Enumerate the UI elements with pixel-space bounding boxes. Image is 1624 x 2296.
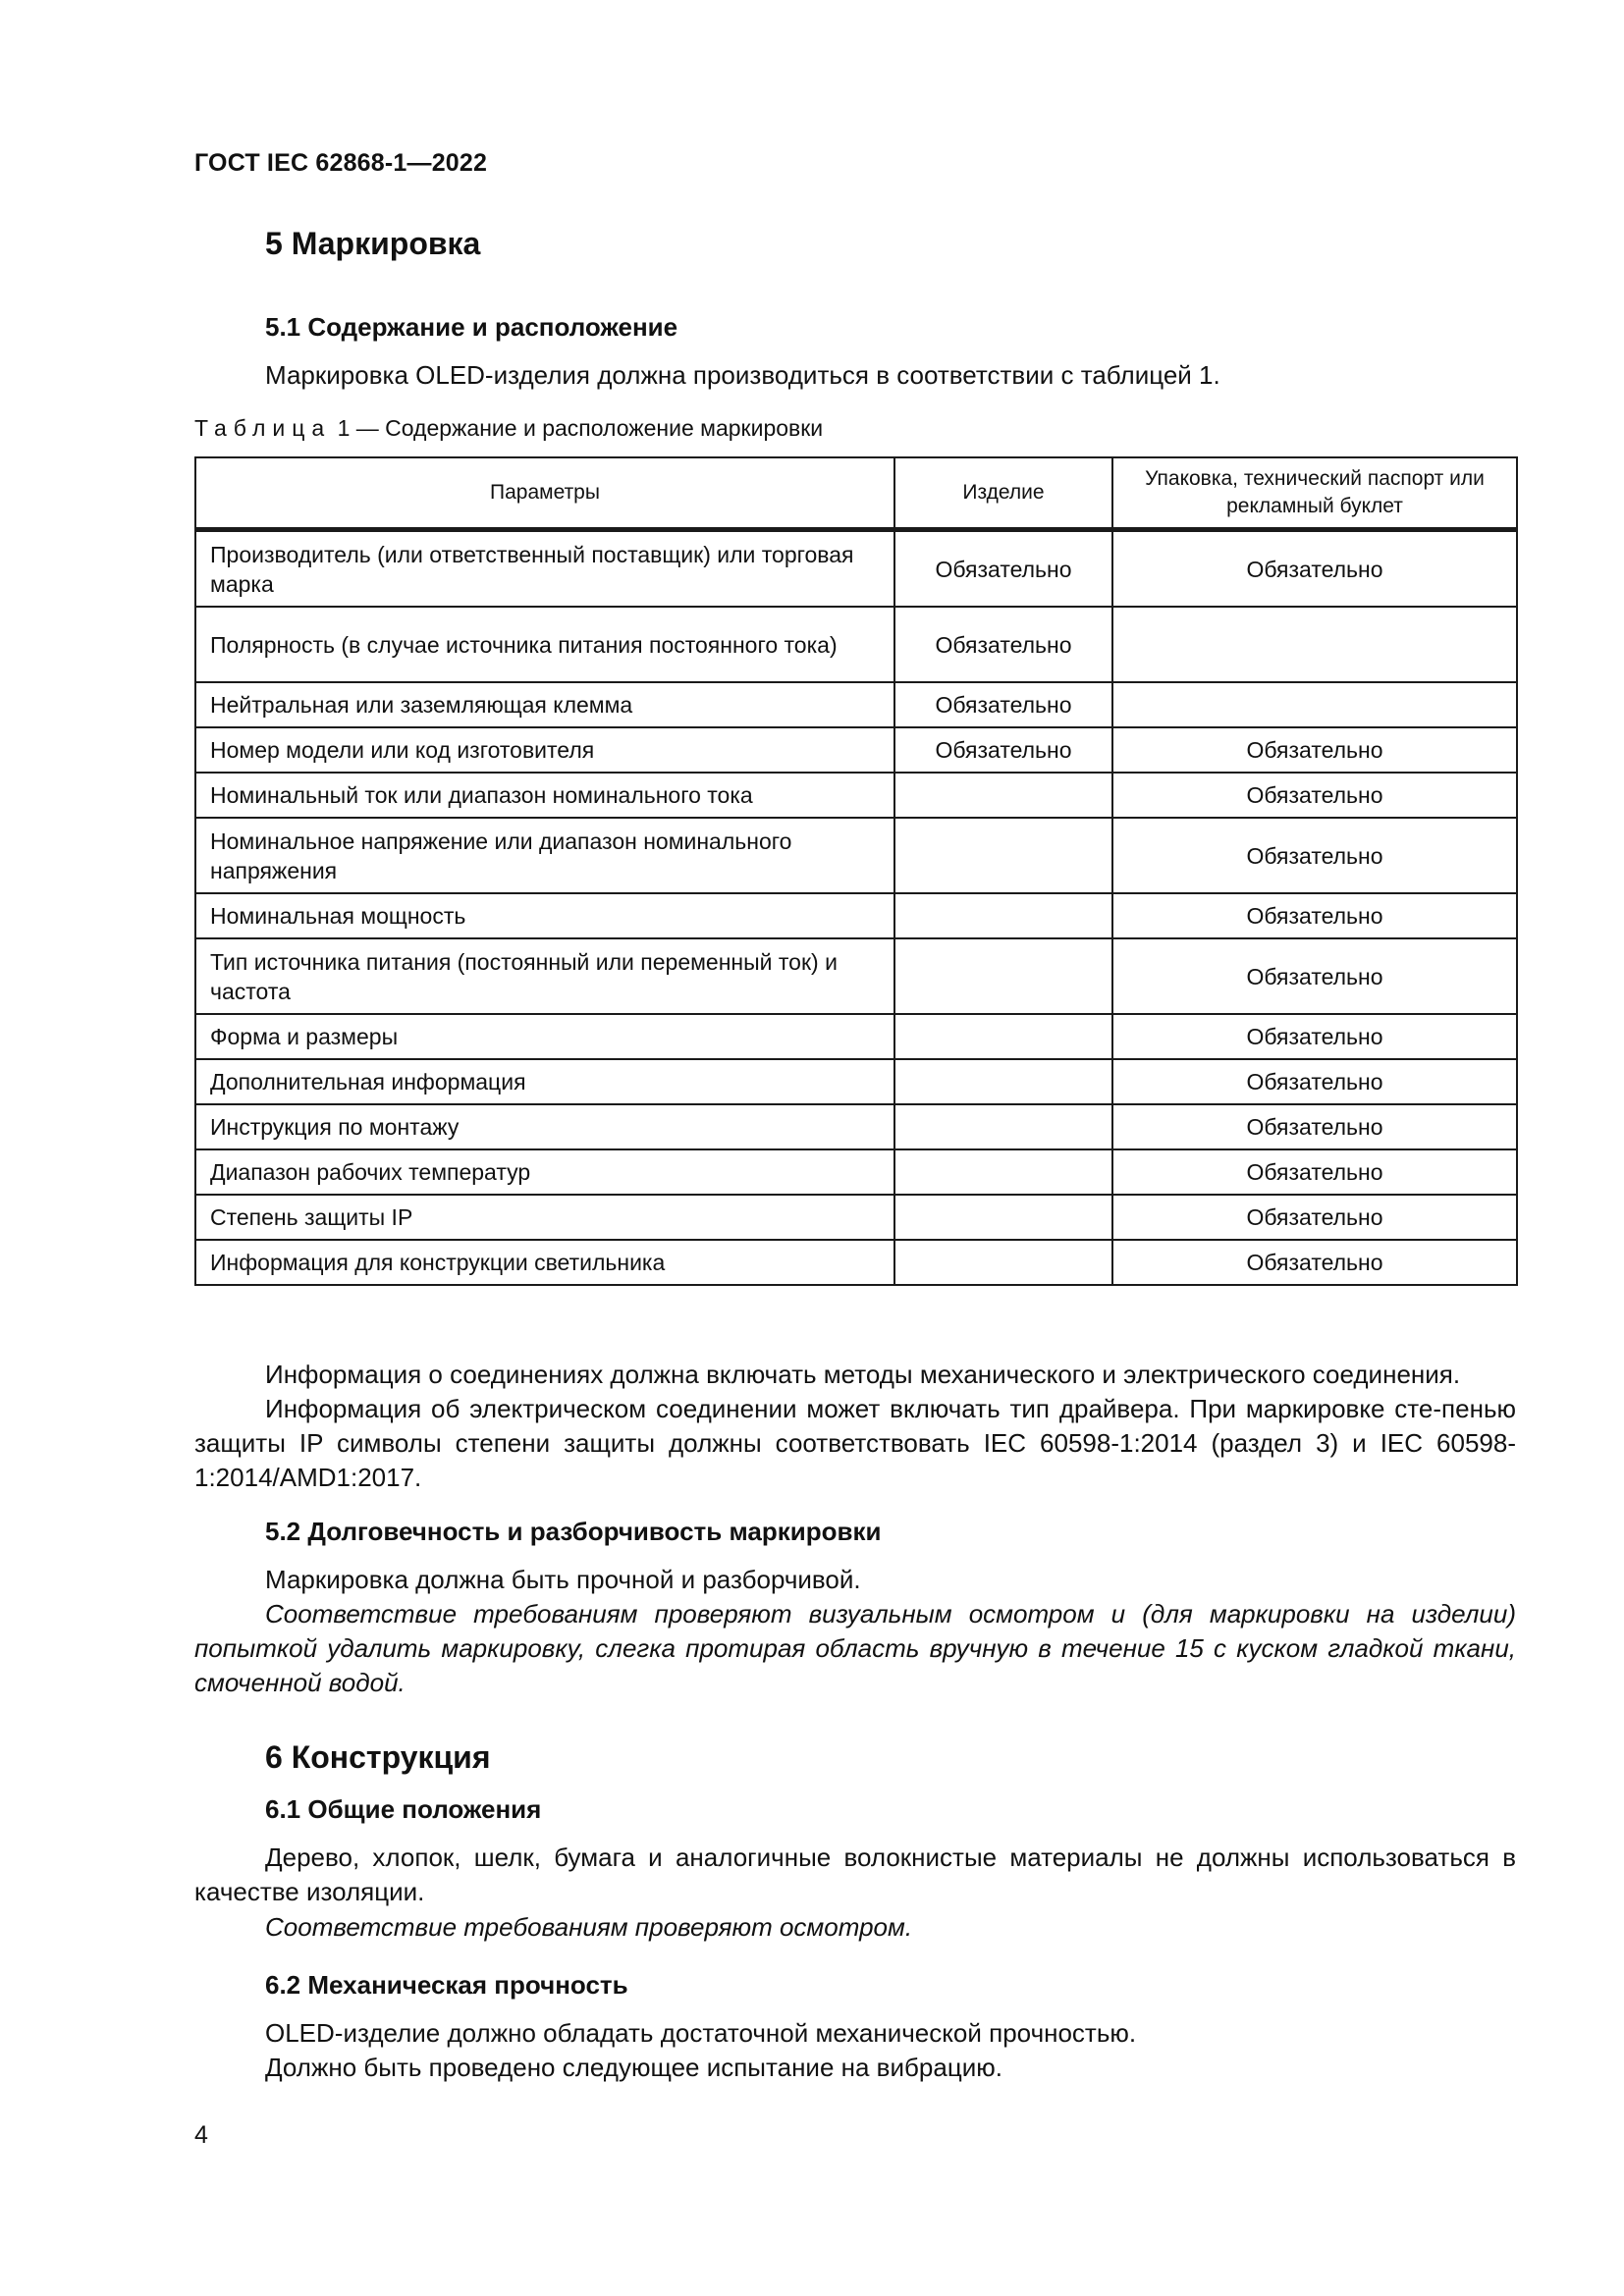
cell-package: Обязательно xyxy=(1112,1014,1517,1059)
subsection-5-2-title: 5.2 Долговечность и разборчивость маркировки xyxy=(265,1517,882,1546)
subsection-5-2-paragraph-1: Маркировка должна быть прочной и разборчивой. xyxy=(265,1565,861,1594)
cell-parameter: Номер модели или код изготовителя xyxy=(195,727,894,773)
table-row xyxy=(195,1104,1517,1149)
subsection-6-1-title: 6.1 Общие положения xyxy=(265,1794,542,1824)
cell-parameter: Номинальный ток или диапазон номинального тока xyxy=(195,773,894,818)
page-number: 4 xyxy=(194,2121,208,2149)
cell-product xyxy=(894,1104,1112,1149)
table-caption xyxy=(194,415,823,442)
table-row xyxy=(195,682,1517,727)
table-row xyxy=(195,1014,1517,1059)
table-caption-label: Таблица xyxy=(194,415,332,441)
section-6-title: 6 Конструкция xyxy=(265,1739,491,1775)
subsection-6-2-title: 6.2 Механическая прочность xyxy=(265,1970,628,2000)
cell-package: Обязательно xyxy=(1112,1195,1517,1240)
cell-product xyxy=(894,1195,1112,1240)
cell-product: Обязательно xyxy=(894,530,1112,608)
table-row xyxy=(195,1149,1517,1195)
cell-package xyxy=(1112,607,1517,682)
table-row xyxy=(195,893,1517,938)
header-parameters: Параметры xyxy=(195,457,894,530)
cell-product xyxy=(894,1014,1112,1059)
subsection-6-1-compliance: Соответствие требованиям проверяют осмотром. xyxy=(265,1912,913,1942)
table-row xyxy=(195,1195,1517,1240)
cell-package: Обязательно xyxy=(1112,1149,1517,1195)
subsection-6-2-paragraph-2: Должно быть проведено следующее испытание на вибрацию. xyxy=(265,2053,1002,2082)
cell-package: Обязательно xyxy=(1112,1059,1517,1104)
cell-product xyxy=(894,1149,1112,1195)
header-package: Упаковка, технический паспорт или рекламный буклет xyxy=(1112,457,1517,530)
cell-product: Обязательно xyxy=(894,727,1112,773)
cell-package: Обязательно xyxy=(1112,1104,1517,1149)
cell-product: Обязательно xyxy=(894,682,1112,727)
cell-product xyxy=(894,938,1112,1014)
connection-info-paragraph: Информация о соединениях должна включать методы механического и электрического соединения. xyxy=(265,1360,1461,1389)
cell-product xyxy=(894,893,1112,938)
cell-product: Обязательно xyxy=(894,607,1112,682)
cell-parameter: Тип источника питания (постоянный или переменный ток) и частота xyxy=(195,938,894,1014)
subsection-5-2-compliance: Соответствие требованиям проверяют визуальным осмотром и (для маркировки на изделии) попыткой удалить маркировку, слегка протирая область вручную в течение 15 с куском гладкой ткани, смоченной водой. xyxy=(194,1599,1516,1697)
cell-package xyxy=(1112,682,1517,727)
cell-package: Обязательно xyxy=(1112,773,1517,818)
electrical-connection-paragraph: Информация об электрическом соединении может включать тип драйвера. При маркировке сте-пенью защиты IP символы степени защиты должны соответствовать IEC 60598-1:2014 (раздел 3) и IEC 60598-1:2014/AMD1:2017. xyxy=(194,1394,1516,1492)
table-row xyxy=(195,1059,1517,1104)
cell-parameter: Инструкция по монтажу xyxy=(195,1104,894,1149)
cell-product xyxy=(894,1059,1112,1104)
cell-package: Обязательно xyxy=(1112,818,1517,893)
cell-parameter: Диапазон рабочих температур xyxy=(195,1149,894,1195)
table-row xyxy=(195,938,1517,1014)
subsection-5-1-title: 5.1 Содержание и расположение xyxy=(265,312,678,342)
document-code-header: ГОСТ IEC 62868-1—2022 xyxy=(194,149,488,177)
cell-product xyxy=(894,818,1112,893)
table-header-row xyxy=(195,457,1517,530)
cell-parameter: Информация для конструкции светильника xyxy=(195,1240,894,1285)
cell-package: Обязательно xyxy=(1112,530,1517,608)
cell-parameter: Номинальная мощность xyxy=(195,893,894,938)
section-5-title: 5 Маркировка xyxy=(265,226,481,261)
cell-product xyxy=(894,773,1112,818)
header-product: Изделие xyxy=(894,457,1112,530)
cell-parameter: Номинальное напряжение или диапазон номинального напряжения xyxy=(195,818,894,893)
cell-package: Обязательно xyxy=(1112,893,1517,938)
table-row xyxy=(195,1240,1517,1285)
table-row xyxy=(195,530,1517,608)
cell-product xyxy=(894,1240,1112,1285)
cell-parameter: Производитель (или ответственный поставщик) или торговая марка xyxy=(195,530,894,608)
cell-parameter: Дополнительная информация xyxy=(195,1059,894,1104)
cell-package: Обязательно xyxy=(1112,1240,1517,1285)
marking-table xyxy=(194,456,1518,1286)
cell-parameter: Полярность (в случае источника питания постоянного тока) xyxy=(195,607,894,682)
cell-parameter: Степень защиты IP xyxy=(195,1195,894,1240)
subsection-6-1-paragraph-1: Дерево, хлопок, шелк, бумага и аналогичные волокнистые материалы не должны использоваться в качестве изоляции. xyxy=(194,1842,1516,1906)
subsection-5-1-intro: Маркировка OLED-изделия должна производиться в соответствии с таблицей 1. xyxy=(265,360,1220,390)
table-row xyxy=(195,818,1517,893)
table-row xyxy=(195,773,1517,818)
table-row xyxy=(195,727,1517,773)
table-row xyxy=(195,607,1517,682)
cell-parameter: Форма и размеры xyxy=(195,1014,894,1059)
subsection-6-2-paragraph-1: OLED-изделие должно обладать достаточной механической прочностью. xyxy=(265,2018,1137,2048)
cell-package: Обязательно xyxy=(1112,938,1517,1014)
cell-package: Обязательно xyxy=(1112,727,1517,773)
cell-parameter: Нейтральная или заземляющая клемма xyxy=(195,682,894,727)
table-caption-text: 1 — Содержание и расположение маркировки xyxy=(331,415,824,441)
